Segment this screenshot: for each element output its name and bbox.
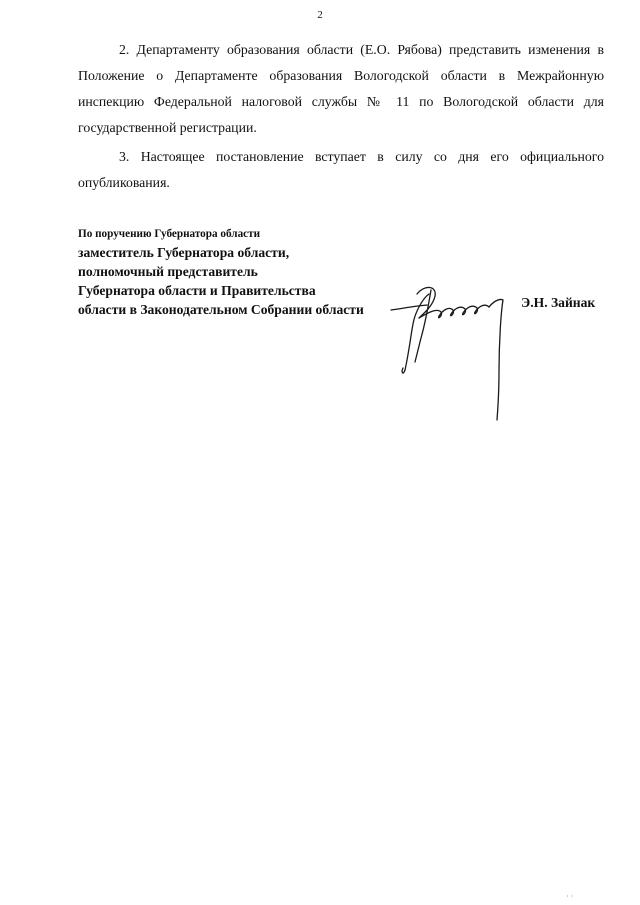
paragraph-3: 3. Настоящее постановление вступает в силу со дня его официального опубликования. xyxy=(78,149,604,190)
handwritten-signature xyxy=(385,272,515,427)
signer-title-line-2: полномочный представитель xyxy=(78,264,258,279)
corner-marks: · · xyxy=(566,892,574,901)
paragraph-2: 2. Департаменту образования области (Е.О. Рябова) представить изменения в Положение о Департаменте образования Вологодской области в Межрайонную инспекцию Федеральной налоговой службы № 11 по Вологодской области для государственной регистрации. xyxy=(78,42,604,135)
signer-title-line-1: заместитель Губернатора области, xyxy=(78,245,290,260)
page-number: 2 xyxy=(317,9,323,21)
by-order-line: По поручению Губернатора области xyxy=(78,228,261,240)
signature-block xyxy=(78,226,364,319)
signer-name: Э.Н. Зайнак xyxy=(521,295,596,310)
signer-title-line-4: области в Законодательном Собрании области xyxy=(78,302,364,317)
signer-title-line-3: Губернатора области и Правительства xyxy=(78,283,316,298)
